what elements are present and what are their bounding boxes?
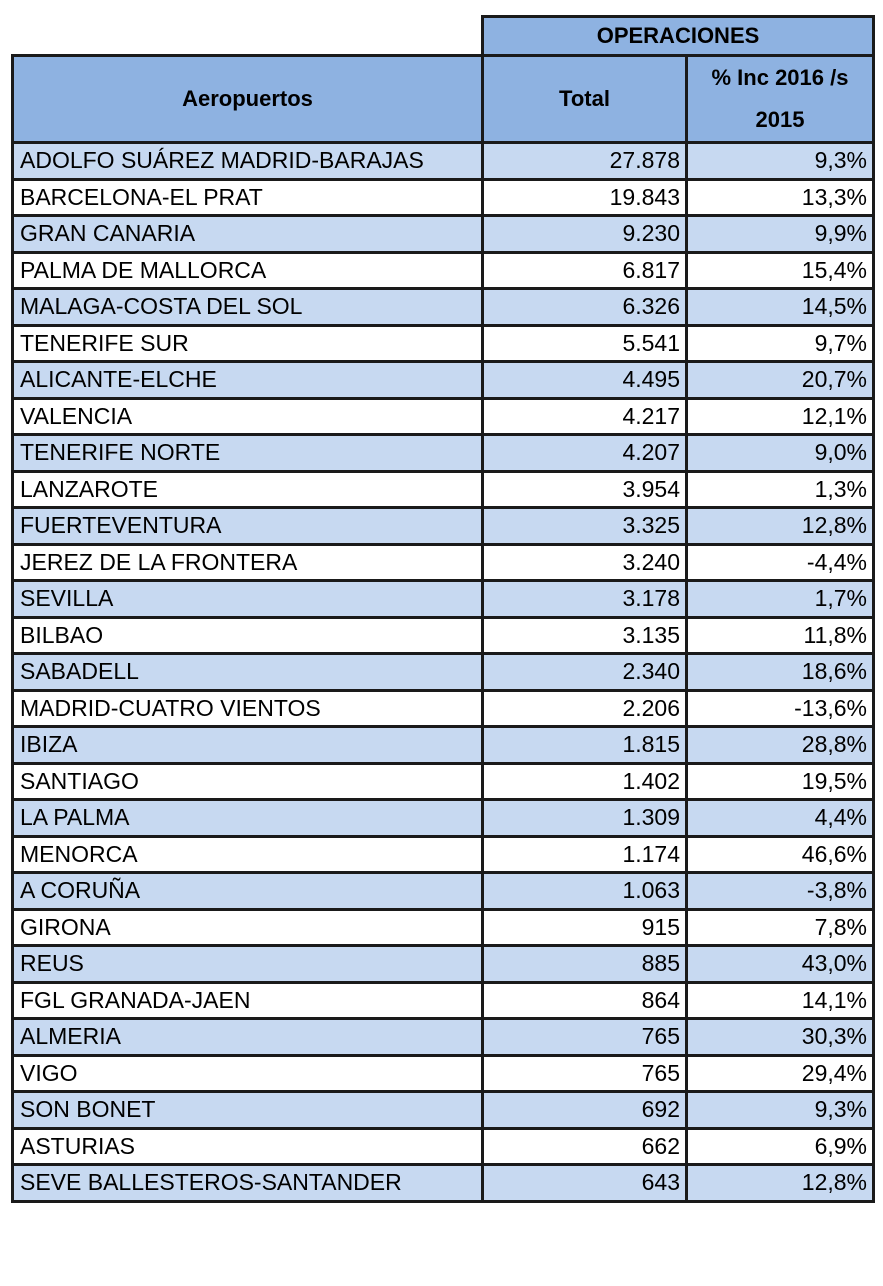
table-row <box>13 1019 874 1056</box>
airport-name-cell: FGL GRANADA-JAEN <box>13 982 483 1019</box>
pct-change-cell: 29,4% <box>687 1055 874 1092</box>
pct-change-cell: 14,5% <box>687 289 874 326</box>
table-body <box>13 143 874 1202</box>
table-row <box>13 508 874 545</box>
airport-name-cell: ALMERIA <box>13 1019 483 1056</box>
total-operations-cell: 9.230 <box>483 216 687 253</box>
airport-name-cell: PALMA DE MALLORCA <box>13 252 483 289</box>
airports-column-label: Aeropuertos <box>182 86 313 111</box>
total-operations-cell: 2.206 <box>483 690 687 727</box>
airports-column-header <box>13 56 483 143</box>
table-row <box>13 289 874 326</box>
table-row <box>13 581 874 618</box>
pct-change-cell: 9,7% <box>687 325 874 362</box>
total-operations-cell: 1.174 <box>483 836 687 873</box>
airport-name-cell: MALAGA-COSTA DEL SOL <box>13 289 483 326</box>
table-row <box>13 727 874 764</box>
airport-name-cell: MADRID-CUATRO VIENTOS <box>13 690 483 727</box>
operaciones-group-header: OPERACIONES <box>483 17 874 56</box>
total-operations-cell: 3.325 <box>483 508 687 545</box>
table-row <box>13 435 874 472</box>
pct-change-cell: 11,8% <box>687 617 874 654</box>
pct-change-cell: 9,3% <box>687 1092 874 1129</box>
airport-name-cell: LA PALMA <box>13 800 483 837</box>
total-operations-cell: 4.207 <box>483 435 687 472</box>
table-row <box>13 873 874 910</box>
pct-change-label-line2: 2015 <box>755 107 805 132</box>
pct-change-cell: 46,6% <box>687 836 874 873</box>
airport-name-cell: SEVILLA <box>13 581 483 618</box>
airport-name-cell: MENORCA <box>13 836 483 873</box>
pct-change-cell: 12,1% <box>687 398 874 435</box>
table-row <box>13 1092 874 1129</box>
pct-change-cell: 4,4% <box>687 800 874 837</box>
total-operations-cell: 692 <box>483 1092 687 1129</box>
airport-name-cell: A CORUÑA <box>13 873 483 910</box>
table-row <box>13 982 874 1019</box>
table-row <box>13 362 874 399</box>
table-row <box>13 544 874 581</box>
pct-change-cell: 1,3% <box>687 471 874 508</box>
pct-change-label-line1: % Inc 2016 /s <box>711 65 849 90</box>
pct-change-cell: 9,9% <box>687 216 874 253</box>
pct-change-cell: 12,8% <box>687 1165 874 1202</box>
table-row <box>13 763 874 800</box>
airport-operations-table <box>11 15 875 1203</box>
pct-change-cell: 13,3% <box>687 179 874 216</box>
pct-change-cell: 30,3% <box>687 1019 874 1056</box>
table-row <box>13 617 874 654</box>
airport-name-cell: BILBAO <box>13 617 483 654</box>
airport-name-cell: GRAN CANARIA <box>13 216 483 253</box>
table-row <box>13 179 874 216</box>
pct-change-cell: 7,8% <box>687 909 874 946</box>
total-operations-cell: 19.843 <box>483 179 687 216</box>
total-operations-cell: 765 <box>483 1055 687 1092</box>
pct-change-cell: 9,3% <box>687 143 874 180</box>
table-row <box>13 800 874 837</box>
total-operations-cell: 1.402 <box>483 763 687 800</box>
table-row <box>13 1165 874 1202</box>
total-operations-cell: 27.878 <box>483 143 687 180</box>
pct-change-cell: 9,0% <box>687 435 874 472</box>
table-row <box>13 1128 874 1165</box>
total-column-header <box>483 56 687 143</box>
pct-change-cell: 20,7% <box>687 362 874 399</box>
total-operations-cell: 1.815 <box>483 727 687 764</box>
airport-name-cell: ADOLFO SUÁREZ MADRID-BARAJAS <box>13 143 483 180</box>
total-column-label: Total <box>559 86 610 111</box>
airport-name-cell: FUERTEVENTURA <box>13 508 483 545</box>
table-row <box>13 325 874 362</box>
airport-name-cell: ALICANTE-ELCHE <box>13 362 483 399</box>
pct-change-cell: 43,0% <box>687 946 874 983</box>
table-row <box>13 909 874 946</box>
total-operations-cell: 765 <box>483 1019 687 1056</box>
total-operations-cell: 864 <box>483 982 687 1019</box>
pct-change-cell: 28,8% <box>687 727 874 764</box>
airport-name-cell: LANZAROTE <box>13 471 483 508</box>
total-operations-cell: 2.340 <box>483 654 687 691</box>
table-row <box>13 216 874 253</box>
total-operations-cell: 3.135 <box>483 617 687 654</box>
pct-change-cell: -13,6% <box>687 690 874 727</box>
pct-change-cell: 19,5% <box>687 763 874 800</box>
total-operations-cell: 1.063 <box>483 873 687 910</box>
total-operations-cell: 6.326 <box>483 289 687 326</box>
airport-name-cell: REUS <box>13 946 483 983</box>
airport-name-cell: BARCELONA-EL PRAT <box>13 179 483 216</box>
airport-name-cell: SABADELL <box>13 654 483 691</box>
pct-change-cell: 18,6% <box>687 654 874 691</box>
airport-name-cell: SANTIAGO <box>13 763 483 800</box>
total-operations-cell: 885 <box>483 946 687 983</box>
total-operations-cell: 3.178 <box>483 581 687 618</box>
airport-name-cell: GIRONA <box>13 909 483 946</box>
airport-name-cell: VALENCIA <box>13 398 483 435</box>
pct-change-cell: -3,8% <box>687 873 874 910</box>
airport-name-cell: SON BONET <box>13 1092 483 1129</box>
total-operations-cell: 3.240 <box>483 544 687 581</box>
total-operations-cell: 3.954 <box>483 471 687 508</box>
table-row <box>13 836 874 873</box>
total-operations-cell: 662 <box>483 1128 687 1165</box>
airport-name-cell: TENERIFE NORTE <box>13 435 483 472</box>
pct-change-cell: 15,4% <box>687 252 874 289</box>
total-operations-cell: 4.217 <box>483 398 687 435</box>
total-operations-cell: 4.495 <box>483 362 687 399</box>
table-row <box>13 1055 874 1092</box>
table-row <box>13 398 874 435</box>
total-operations-cell: 915 <box>483 909 687 946</box>
pct-change-cell: -4,4% <box>687 544 874 581</box>
table-row <box>13 946 874 983</box>
table-row <box>13 471 874 508</box>
table-row <box>13 654 874 691</box>
total-operations-cell: 1.309 <box>483 800 687 837</box>
table-row <box>13 252 874 289</box>
airport-name-cell: JEREZ DE LA FRONTERA <box>13 544 483 581</box>
total-operations-cell: 6.817 <box>483 252 687 289</box>
empty-corner-cell <box>13 17 483 56</box>
table-row <box>13 143 874 180</box>
airport-name-cell: TENERIFE SUR <box>13 325 483 362</box>
total-operations-cell: 643 <box>483 1165 687 1202</box>
pct-change-cell: 12,8% <box>687 508 874 545</box>
airport-name-cell: SEVE BALLESTEROS-SANTANDER <box>13 1165 483 1202</box>
pct-change-cell: 14,1% <box>687 982 874 1019</box>
pct-change-cell: 1,7% <box>687 581 874 618</box>
airport-name-cell: VIGO <box>13 1055 483 1092</box>
pct-change-column-header <box>687 56 874 143</box>
airport-name-cell: ASTURIAS <box>13 1128 483 1165</box>
table-row <box>13 690 874 727</box>
airport-name-cell: IBIZA <box>13 727 483 764</box>
pct-change-cell: 6,9% <box>687 1128 874 1165</box>
total-operations-cell: 5.541 <box>483 325 687 362</box>
